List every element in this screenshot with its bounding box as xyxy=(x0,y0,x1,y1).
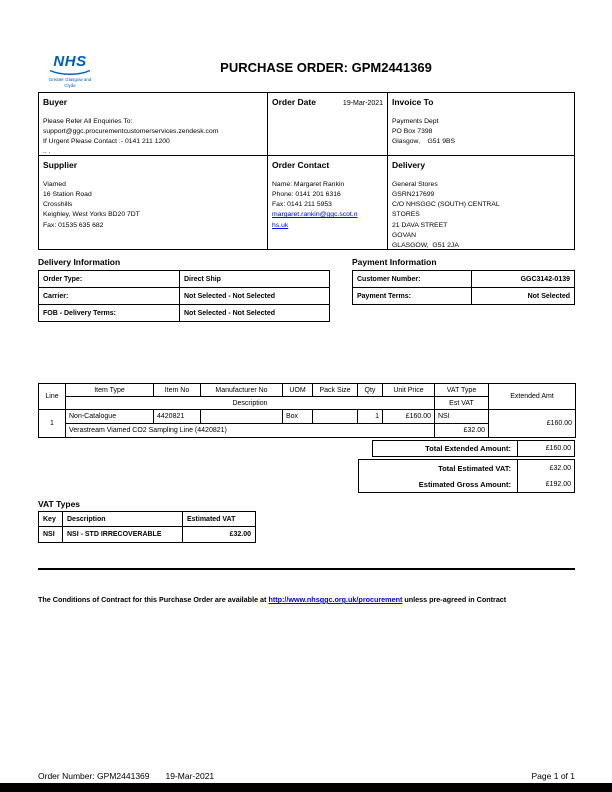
buyer-trailing-text: .. . xyxy=(43,148,51,156)
table-row xyxy=(373,441,574,456)
vat-col-header-key: Key xyxy=(39,512,63,527)
procurement-link[interactable]: http://www.nhsggc.org.uk/procurement xyxy=(268,595,403,604)
total-extended-label: Total Extended Amount: xyxy=(425,444,511,453)
customer-number-value: GGC3142-0139 xyxy=(471,271,574,287)
bottom-bar xyxy=(0,783,612,792)
fob-delivery-terms-label: FOB - Delivery Terms: xyxy=(43,309,117,317)
order-date-label: Order Date xyxy=(272,97,316,107)
total-extended-value: £160.00 xyxy=(517,441,574,456)
invoice-to-line: Payments Dept xyxy=(392,117,439,125)
delivery-line: C/O NHSGGC (SOUTH) CENTRAL xyxy=(392,201,500,209)
carrier-label: Carrier: xyxy=(43,292,69,300)
item-no: 4420821 xyxy=(154,410,201,424)
table-row xyxy=(359,460,574,476)
total-extended-box xyxy=(372,440,575,457)
order-type-label: Order Type: xyxy=(43,275,83,283)
line-items-table xyxy=(38,383,576,438)
footer-page-number: Page 1 of 1 xyxy=(531,771,575,781)
conditions-of-contract xyxy=(38,595,575,604)
col-header-vat-type: VAT Type xyxy=(435,384,489,397)
page-title: PURCHASE ORDER: GPM2441369 xyxy=(220,60,432,75)
table-row xyxy=(39,527,256,543)
item-unit-price: £160.00 xyxy=(383,410,435,424)
vat-types-title: VAT Types xyxy=(38,499,81,509)
col-header-uom: UOM xyxy=(283,384,313,397)
buyer-cell xyxy=(39,93,268,156)
supplier-line: Viamed xyxy=(43,180,66,188)
delivery-line: 21 DAVA STREET xyxy=(392,221,448,229)
supplier-cell xyxy=(39,156,268,249)
invoice-to-line: Glasgow, G51 9BS xyxy=(392,138,456,146)
table-row xyxy=(39,288,329,305)
order-contact-cell xyxy=(268,156,388,249)
delivery-line: General Stores xyxy=(392,180,438,188)
delivery-line: GLASGOW, G51 2JA xyxy=(392,241,459,249)
nhs-board-name: Greater Glasgow and Clyde xyxy=(48,77,92,88)
col-header-pack-size: Pack Size xyxy=(313,384,358,397)
delivery-line: STORES xyxy=(392,211,420,219)
nhs-logo-text: NHS xyxy=(53,53,87,70)
vat-estimated-value: £32.00 xyxy=(183,527,256,543)
buyer-enquiries: Please Refer All Enquiries To: xyxy=(43,117,133,125)
col-header-est-vat: Est VAT xyxy=(435,397,489,410)
vat-key: NSI xyxy=(39,527,63,543)
spacer xyxy=(43,109,263,117)
vat-description: NSI - STD IRRECOVERABLE xyxy=(63,527,183,543)
col-header-unit-price: Unit Price xyxy=(383,384,435,397)
estimated-gross-label: Estimated Gross Amount: xyxy=(418,479,511,489)
col-header-item-no: Item No xyxy=(154,384,201,397)
col-header-manufacturer-no: Manufacturer No xyxy=(201,384,283,397)
order-contact-label: Order Contact xyxy=(272,160,330,170)
vat-types-table xyxy=(38,511,256,543)
conditions-prefix: The Conditions of Contract for this Purchase Order are available at xyxy=(38,595,269,604)
table-row xyxy=(39,271,329,288)
payment-terms-label: Payment Terms: xyxy=(357,292,411,300)
table-row xyxy=(353,271,574,288)
divider xyxy=(38,568,575,570)
buyer-label: Buyer xyxy=(43,97,68,107)
col-header-extended-amt: Extended Amt xyxy=(489,384,576,410)
table-row xyxy=(359,476,574,492)
order-contact-fax: Fax: 0141 211 5953 xyxy=(272,201,332,209)
item-description: Verastream Viamed CO2 Sampling Line (4420821) xyxy=(66,424,435,438)
page-footer xyxy=(38,771,575,781)
conditions-suffix: unless pre-agreed in Contract xyxy=(402,595,507,604)
item-est-vat: £32.00 xyxy=(435,424,489,438)
delivery-information-title: Delivery Information xyxy=(38,257,121,267)
spacer xyxy=(272,172,383,180)
invoice-to-cell xyxy=(388,93,574,156)
delivery-label: Delivery xyxy=(392,160,426,170)
delivery-line: GSRN217699 xyxy=(392,190,435,198)
payment-information-title: Payment Information xyxy=(352,257,437,267)
payment-terms-value: Not Selected xyxy=(471,288,574,304)
col-header-qty: Qty xyxy=(358,384,383,397)
total-estimated-vat-value: £32.00 xyxy=(517,460,574,476)
invoice-to-line: PO Box 7398 xyxy=(392,127,433,135)
item-line-number: 1 xyxy=(39,410,66,438)
order-type-value: Direct Ship xyxy=(179,271,329,287)
item-extended-amt: £160.00 xyxy=(489,410,576,438)
delivery-cell xyxy=(388,156,574,249)
order-contact-phone: Phone: 0141 201 6316 xyxy=(272,190,341,198)
col-header-description: Description xyxy=(66,397,435,410)
order-header-box xyxy=(38,92,575,250)
total-estimated-vat-label: Total Estimated VAT: xyxy=(438,463,511,473)
total-vat-gross-box xyxy=(358,459,575,493)
supplier-line: 16 Station Road xyxy=(43,190,92,198)
vat-col-header-estimated-vat: Estimated VAT xyxy=(183,512,256,527)
supplier-line: Crosshills xyxy=(43,201,73,209)
vat-col-header-description: Description xyxy=(63,512,183,527)
spacer xyxy=(43,172,263,180)
table-row xyxy=(353,288,574,304)
order-date-value: 19-Mar-2021 xyxy=(342,100,383,107)
estimated-gross-value: £192.00 xyxy=(517,476,574,492)
order-contact-name: Name: Margaret Rankin xyxy=(272,180,345,188)
footer-date: 19-Mar-2021 xyxy=(165,771,215,781)
order-date-cell xyxy=(268,93,388,156)
table-row xyxy=(39,410,576,424)
col-header-item-type: Item Type xyxy=(66,384,154,397)
item-pack-size xyxy=(313,410,358,424)
item-vat-type: NSI xyxy=(435,410,489,424)
item-uom: Box xyxy=(283,410,313,424)
table-row xyxy=(39,305,329,321)
spacer xyxy=(392,172,570,180)
col-header-line: Line xyxy=(39,384,66,410)
payment-information-table xyxy=(352,270,575,305)
carrier-value: Not Selected - Not Selected xyxy=(179,288,329,304)
fob-delivery-terms-value: Not Selected - Not Selected xyxy=(179,305,329,321)
buyer-email: support@ggc.procurementcustomerservices.zendesk.com xyxy=(43,127,219,135)
order-contact-email-link[interactable]: margaret.rankin@ggc.scot.nhs.uk xyxy=(272,211,358,229)
supplier-line: Keighley, West Yorks BD20 7DT xyxy=(43,211,140,219)
item-qty: 1 xyxy=(358,410,383,424)
supplier-label: Supplier xyxy=(43,160,78,170)
buyer-urgent-contact: If Urgent Please Contact :- 0141 211 1200 xyxy=(43,138,170,146)
delivery-line: GOVAN xyxy=(392,231,417,239)
delivery-information-table xyxy=(38,270,330,322)
item-type: Non-Catalogue xyxy=(66,410,154,424)
customer-number-label: Customer Number: xyxy=(357,275,421,283)
spacer xyxy=(392,109,570,117)
item-manufacturer-no xyxy=(201,410,283,424)
invoice-to-label: Invoice To xyxy=(392,97,434,107)
supplier-fax: Fax: 01535 635 682 xyxy=(43,221,104,229)
footer-order-number: Order Number: GPM2441369 xyxy=(38,771,150,781)
